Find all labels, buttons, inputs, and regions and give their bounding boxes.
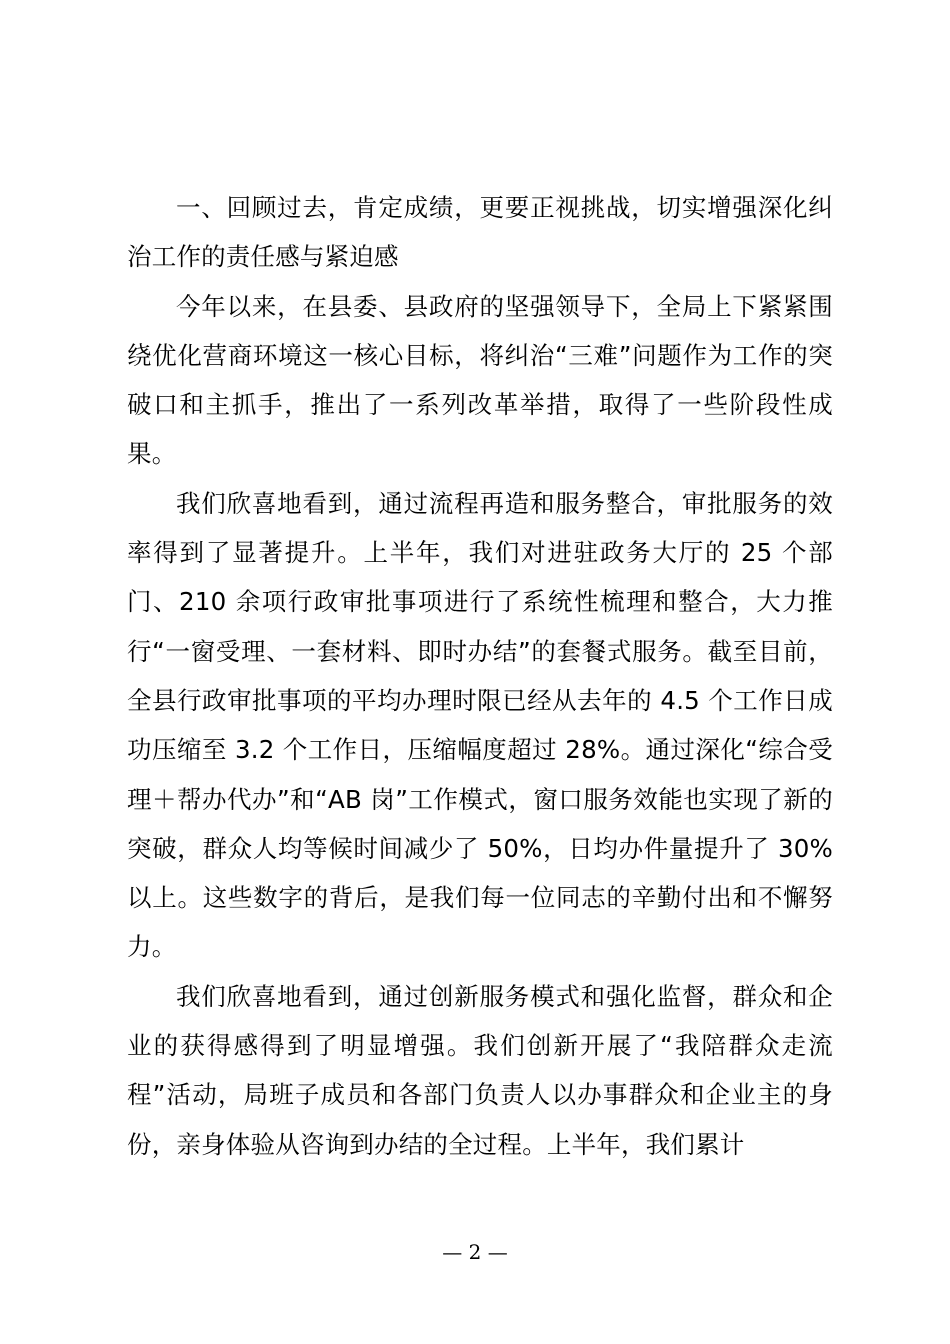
paragraph: 我们欣喜地看到，通过流程再造和服务整合，审批服务的效率得到了显著提升。上半年，我们对进驻政务大厅的 25 个部门、210 余项行政审批事项进行了系统性梳理和整合，大力推行“一窗受理、一套材料、即时办结”的套餐式服务。截至目前，全县行政审批事项的平均办理时限已经从去年的 4.5 个工作日成功压缩至 3.2 个工作日，压缩幅度超过 28%。通过深化“综合受理＋帮办代办”和“AB 岗”工作模式，窗口服务效能也实现了新的突破，群众人均等候时间减少了 50%，日均办件量提升了 30%以上。这些数字的背后，是我们每一位同志的辛勤付出和不懈努力。 <box>127 488 833 962</box>
section-heading: 一、回顾过去，肯定成绩，更要正视挑战，切实增强深化纠治工作的责任感与紧迫感 <box>127 193 833 272</box>
paragraph: 我们欣喜地看到，通过创新服务模式和强化监督，群众和企业的获得感得到了明显增强。我们创新开展了“我陪群众走流程”活动，局班子成员和各部门负责人以办事群众和企业主的身份，亲身体验从咨询到办结的全过程。上半年，我们累计 <box>127 981 833 1159</box>
page-number: — 2 — <box>442 1240 508 1264</box>
paragraph: 今年以来，在县委、县政府的坚强领导下，全局上下紧紧围绕优化营商环境这一核心目标，将纠治“三难”问题作为工作的突破口和主抓手，推出了一系列改革举措，取得了一些阶段性成果。 <box>127 291 833 469</box>
document-body <box>127 183 833 1169</box>
